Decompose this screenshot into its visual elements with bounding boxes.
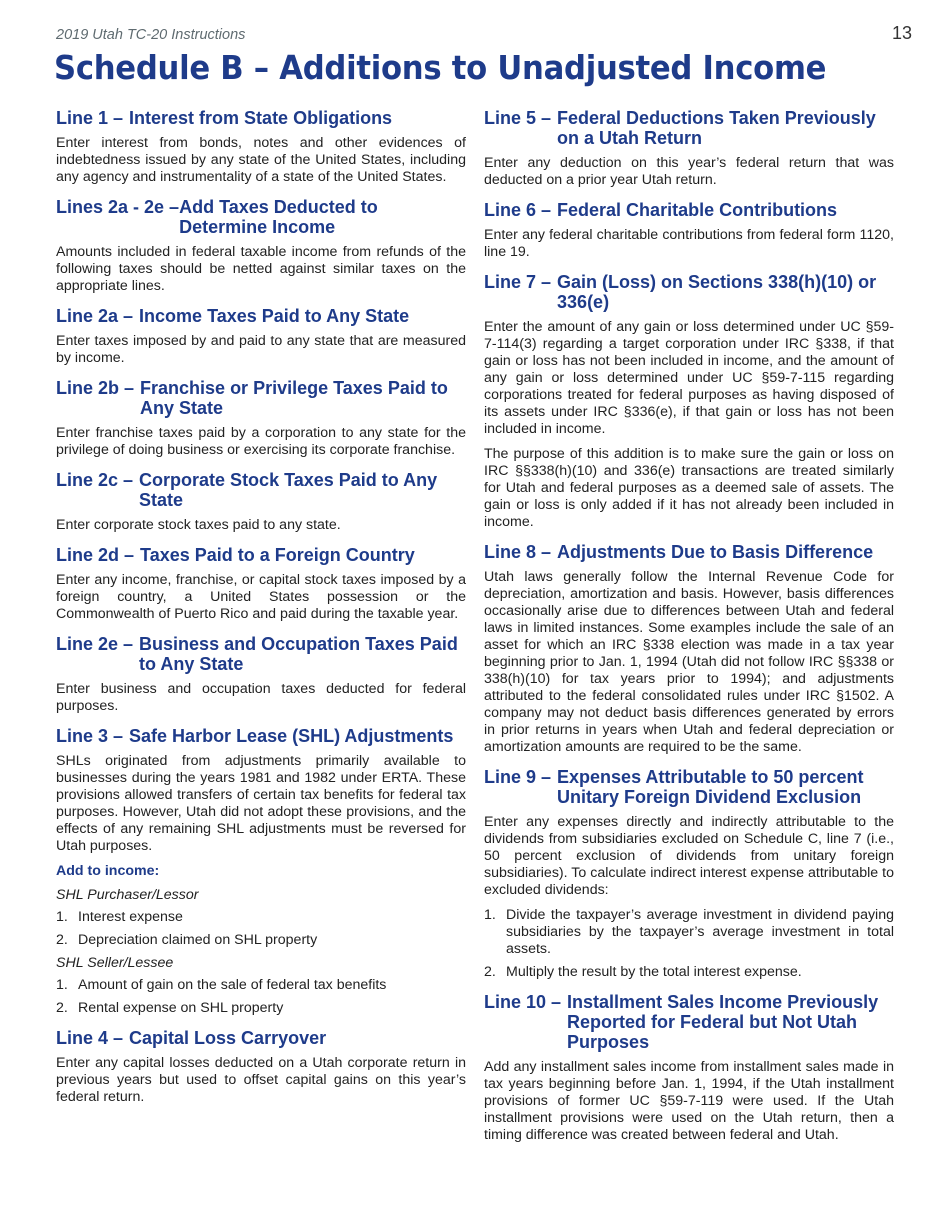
section-heading: Line 10 – Installment Sales Income Previously Reported for Federal but Not Utah Purposes: [484, 992, 879, 1052]
section-heading: Line 2a – Income Taxes Paid to Any State: [56, 306, 410, 326]
section-body: Enter any federal charitable contributions from federal form 1120, line 19.: [484, 227, 894, 260]
left-column: [56, 108, 466, 1117]
line-9-steps: [484, 907, 894, 981]
section-body: Enter interest from bonds, notes and other evidences of indebtedness issued by any state of the United States, including any agency and instrumentality of a state of the United States.: [56, 135, 466, 185]
section-line-7: [484, 272, 894, 531]
shl-seller-list: [56, 977, 466, 1017]
section-line-3: [56, 726, 466, 1017]
section-heading: Lines 2a - 2e – Add Taxes Deducted to Determine Income: [56, 197, 378, 237]
section-body: Enter taxes imposed by and paid to any state that are measured by income.: [56, 333, 466, 366]
section-body: Enter any income, franchise, or capital stock taxes imposed by a foreign country, a United States possession or the Commonwealth of Puerto Rico and paid during the taxable year.: [56, 572, 466, 622]
section-body: Add any installment sales income from installment sales made in tax years beginning before Jan. 1, 1994, if the Utah installment provisions of former UC §59-7-119 were used. If the Utah installment provisions were used on the Utah return, then a timing difference was created between federal and Utah.: [484, 1059, 894, 1143]
section-line-2e: [56, 634, 466, 715]
section-line-10: [484, 992, 894, 1144]
section-line-2a: [56, 306, 466, 367]
page-title: Schedule B – Additions to Unadjusted Income: [54, 48, 827, 87]
section-line-2d: [56, 545, 466, 623]
section-line-8: [484, 542, 894, 756]
list-item: 2. Depreciation claimed on SHL property: [56, 932, 318, 948]
section-heading: Line 2d – Taxes Paid to a Foreign Country: [56, 545, 415, 565]
section-body: The purpose of this addition is to make sure the gain or loss on IRC §§338(h)(10) and 336(e) transactions are treated similarly for Utah and federal purposes as a deemed sale of assets. The gain or loss is only added if it has not already been included in income.: [484, 446, 894, 530]
section-heading: Line 1 – Interest from State Obligations: [56, 108, 393, 128]
section-heading: Line 7 – Gain (Loss) on Sections 338(h)(10) or 336(e): [484, 272, 877, 312]
list-item: 1. Interest expense: [56, 909, 183, 925]
section-line-6: [484, 200, 894, 261]
list-item: 2. Rental expense on SHL property: [56, 1000, 284, 1016]
section-heading: Line 5 – Federal Deductions Taken Previously on a Utah Return: [484, 108, 876, 148]
section-body: Enter the amount of any gain or loss determined under UC §59-7-114(3) regarding a target corporation under IRC §338, if that gain or loss has not been included in income, and the amount of any gain or loss determined under UC §59-7-115 regarding corporations treated for federal purposes as having disposed of its assets under IRC §336(e), if that gain or loss has not been included in income.: [484, 319, 894, 437]
section-line-5: [484, 108, 894, 189]
section-heading: Line 2b – Franchise or Privilege Taxes Paid to Any State: [56, 378, 448, 418]
right-column: [484, 108, 894, 1155]
section-line-9: [484, 767, 894, 981]
section-body: Enter any deduction on this year’s federal return that was deducted on a prior year Utah return.: [484, 155, 894, 188]
shl-seller-label: SHL Seller/Lessee: [56, 955, 174, 971]
section-line-1: [56, 108, 466, 186]
section-body: SHLs originated from adjustments primarily available to businesses during the years 1981 and 1982 under ERTA. These provisions allowed transfers of certain tax benefits for federal tax purposes. However, Utah did not adopt these provisions, and the effects of any remaining SHL adjustments must be reversed for Utah purposes.: [56, 753, 466, 854]
section-line-4: [56, 1028, 466, 1106]
section-heading: Line 3 – Safe Harbor Lease (SHL) Adjustments: [56, 726, 454, 746]
shl-purchaser-list: [56, 909, 466, 949]
shl-purchaser-label: SHL Purchaser/Lessor: [56, 887, 199, 903]
list-item: 1. Divide the taxpayer’s average investment in dividend paying subsidiaries by the taxpayer’s average investment in total assets.: [484, 907, 894, 957]
list-item: 2. Multiply the result by the total interest expense.: [484, 964, 802, 980]
section-heading: Line 9 – Expenses Attributable to 50 percent Unitary Foreign Dividend Exclusion: [484, 767, 864, 807]
page-number: 13: [891, 23, 912, 43]
section-body: Enter any expenses directly and indirectly attributable to the dividends from subsidiaries excluded on Schedule C, line 7 (i.e., 50 percent exclusion of dividends from unitary foreign subsidiaries). To calculate indirect interest expense attributable to excluded dividends:: [484, 814, 894, 898]
section-heading: Line 6 – Federal Charitable Contributions: [484, 200, 838, 220]
section-body: Enter corporate stock taxes paid to any state.: [56, 517, 341, 533]
section-body: Utah laws generally follow the Internal Revenue Code for depreciation, amortization and basis. However, basis differences occasionally arise due to differences between Utah and federal laws in limited instances. Some examples include the sale of an asset for which an IRC §338 election was made in a tax year beginning prior to Jan. 1, 1994 (Utah did not follow IRC §§338 or 338(h)(10) for tax years prior to 1994); and adjustments attributed to the federal consolidated rules under IRC §1502. A company may not deduct basis differences generated by errors in prior returns in years when Utah and federal depreciation or amortization amounts are required to be the same.: [484, 569, 894, 755]
section-heading: Line 8 – Adjustments Due to Basis Difference: [484, 542, 874, 562]
add-to-income-label: Add to income:: [56, 863, 160, 879]
section-body: Enter franchise taxes paid by a corporation to any state for the privilege of doing business or exercising its corporate franchise.: [56, 425, 466, 458]
section-body: Amounts included in federal taxable income from refunds of the following taxes should be netted against similar taxes on the appropriate lines.: [56, 244, 466, 294]
section-body: Enter business and occupation taxes deducted for federal purposes.: [56, 681, 466, 714]
section-heading: Line 2e – Business and Occupation Taxes Paid to Any State: [56, 634, 458, 674]
section-line-2c: [56, 470, 466, 534]
section-body: Enter any capital losses deducted on a Utah corporate return in previous years but used to offset capital gains on this year’s federal return.: [56, 1055, 466, 1105]
list-item: 1. Amount of gain on the sale of federal tax benefits: [56, 977, 387, 993]
section-heading: Line 2c – Corporate Stock Taxes Paid to Any State: [56, 470, 438, 510]
section-heading: Line 4 – Capital Loss Carryover: [56, 1028, 327, 1048]
running-header: 2019 Utah TC-20 Instructions: [56, 27, 246, 43]
section-lines-2a-2e: [56, 197, 466, 295]
section-line-2b: [56, 378, 466, 459]
